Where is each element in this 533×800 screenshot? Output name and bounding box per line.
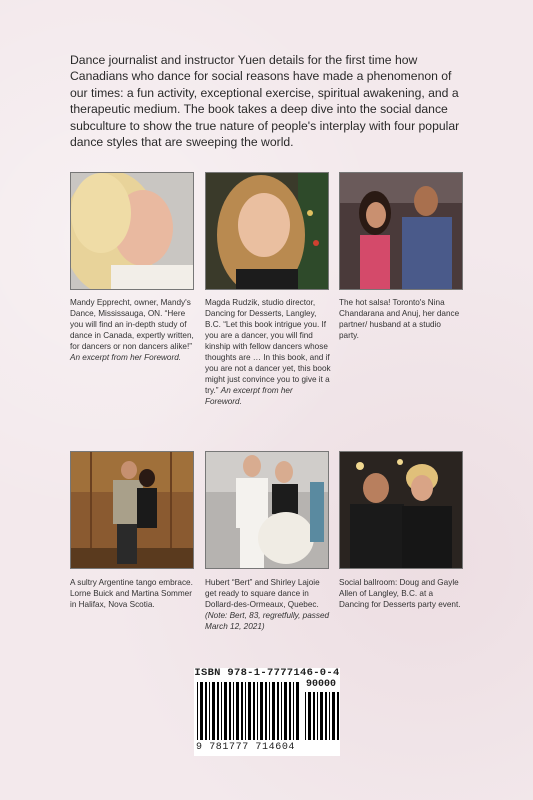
back-cover-blurb: Dance journalist and instructor Yuen details for the first time how Canadians who dance for social reasons have made a phenomenon of our times: a fun activity, exceptional exercise, spiritual awakening, and a therapeutic medium. The book takes a deep dive into the social dance subculture to show the true nature of people's interplay with four popular dance styles that are sweeping the world.: [70, 53, 460, 150]
ean-digits: 9 781777 714604: [196, 742, 296, 753]
barcode-addon-digits: 90000: [306, 679, 337, 690]
photo-mandy-epprecht: [70, 172, 194, 290]
caption-ballroom: Social ballroom: Doug and Gayle Allen of Langley, B.C. at a Dancing for Desserts party event.: [339, 578, 461, 609]
caption-tango: A sultry Argentine tango embrace. Lorne Buick and Martina Sommer in Halifax, Nova Scotia.: [70, 578, 193, 609]
caption-magda-rudzik: Magda Rudzik, studio director, Dancing for Desserts, Langley, B.C. “Let this book intrigue you. If you are a dancer, you will find kinship with fellow dancers whose thoughts are … In this book, and if you are not a dancer yet, this book might just convince you to give it a try.” An excerpt from her Foreword.: [205, 298, 331, 406]
addon-barcode-bars: [305, 692, 339, 740]
photo-tango-couple: [70, 451, 194, 569]
photo-magda-rudzik: [205, 172, 329, 290]
photo-square-dance-couple: [205, 451, 329, 569]
ean-barcode-bars: [197, 682, 301, 740]
photo-salsa-couple: [339, 172, 463, 290]
isbn-label: ISBN 978-1-7777146-0-4: [194, 667, 340, 679]
photo-ballroom-couple: [339, 451, 463, 569]
caption-square-dance: Hubert “Bert” and Shirley Lajoie get ready to square dance in Dollard-des-Ormeaux, Quebec. (Note: Bert, 83, regretfully, passed March 12, 2021): [205, 578, 330, 631]
caption-mandy-epprecht: Mandy Epprecht, owner, Mandy's Dance, Mississauga, ON. “Here you will find an in-depth study of dance in Canada, expertly written, for dancers or non dancers alike!” An excerpt from her Foreword.: [70, 298, 194, 362]
caption-salsa: The hot salsa! Toronto's Nina Chandarana and Anuj, her dance partner/ husband at a studio party.: [339, 298, 460, 340]
